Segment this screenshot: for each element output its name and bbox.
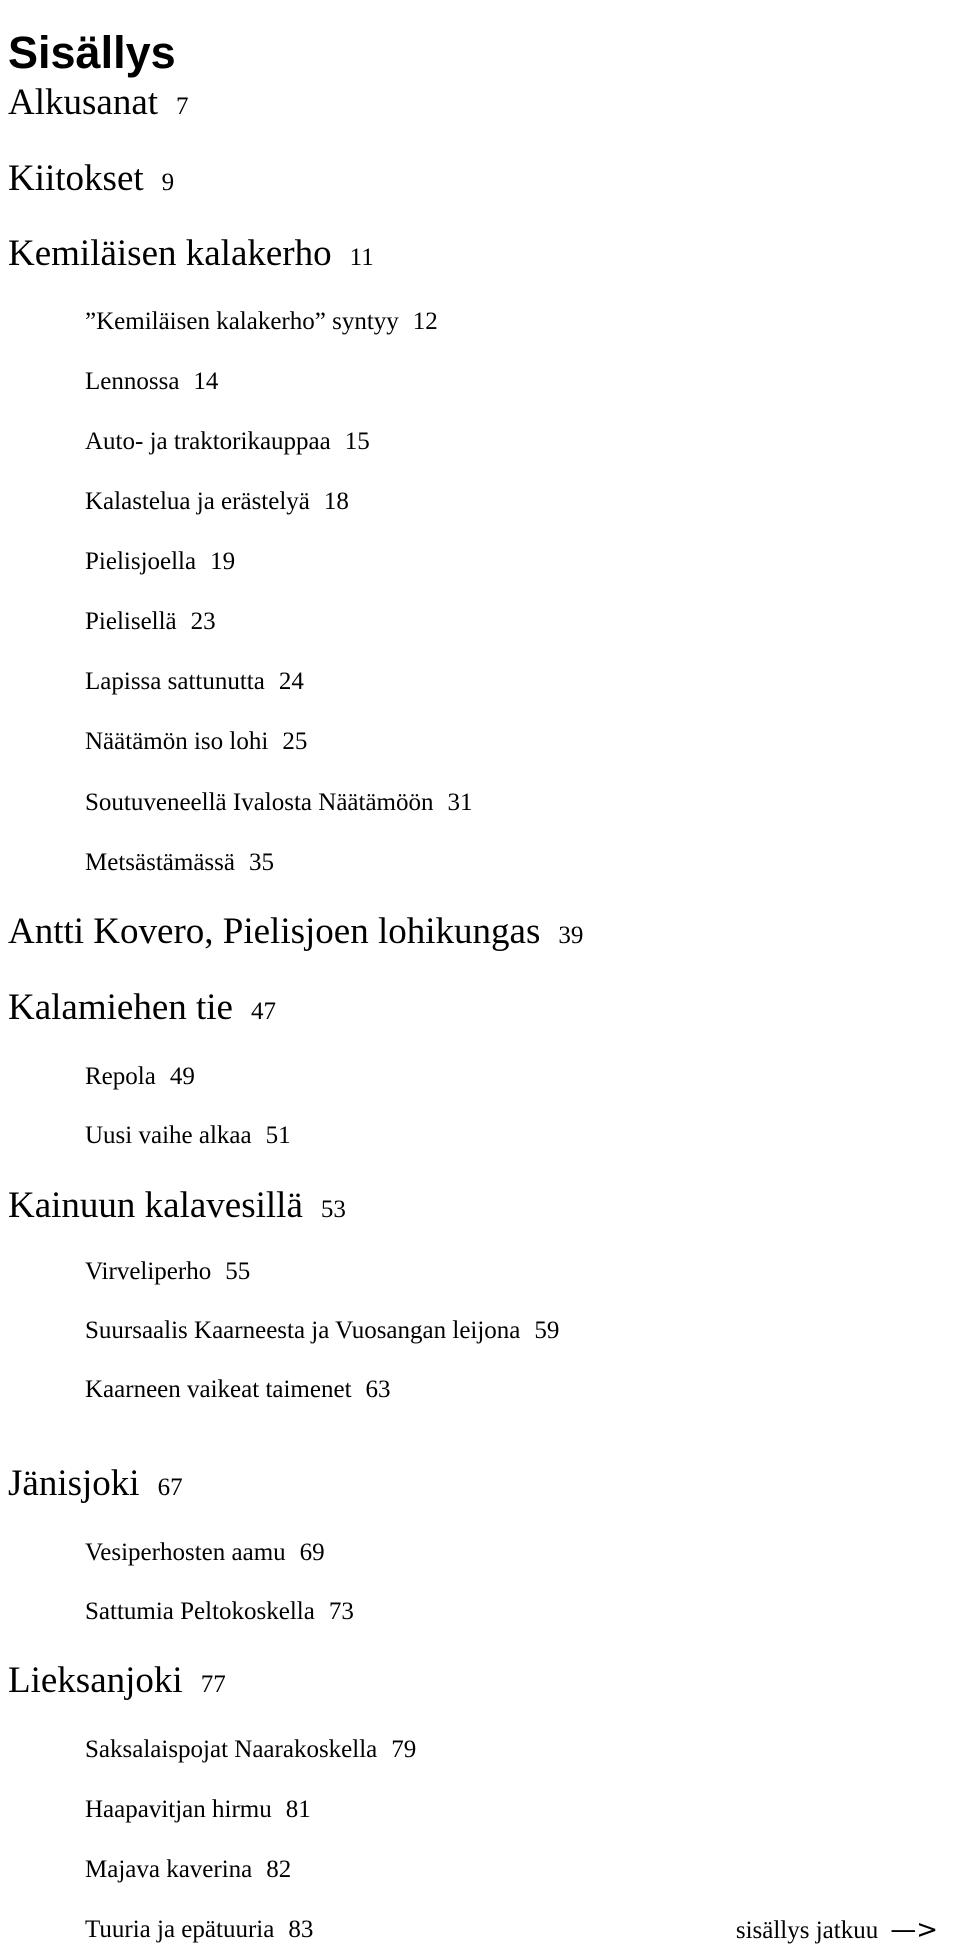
toc-chapter	[8, 158, 174, 204]
toc-entry-label: Sattumia Peltokoskella	[85, 1598, 315, 1625]
toc-chapter	[8, 82, 189, 128]
toc-entry-page: 55	[225, 1258, 251, 1285]
toc-section	[85, 1538, 325, 1568]
toc-entry-label: Kalastelua ja erästelyä	[85, 488, 310, 515]
toc-entry-page: 35	[248, 849, 274, 876]
toc-entry-page: 39	[558, 922, 584, 949]
toc-section	[85, 1597, 354, 1627]
toc-section	[85, 487, 349, 517]
toc-entry-page: 63	[365, 1376, 391, 1403]
toc-entry-page: 53	[320, 1196, 346, 1223]
toc-section	[85, 667, 304, 697]
toc-section	[85, 427, 370, 457]
toc-entry-label: Saksalaispojat Naarakoskella	[85, 1736, 378, 1763]
toc-section	[85, 307, 438, 337]
toc-entry-label: Lapissa sattunutta	[85, 668, 265, 695]
toc-section	[85, 848, 274, 878]
toc-section	[85, 1121, 291, 1151]
toc-entry-label: Pielisjoella	[85, 548, 197, 575]
arrow-right-icon: —>	[890, 1915, 938, 1945]
toc-entry-label: Näätämön iso lohi	[85, 728, 269, 755]
toc-entry-label: Pielisellä	[85, 608, 177, 635]
toc-entry-label: Antti Kovero, Pielisjoen lohikungas	[8, 911, 541, 952]
toc-entry-page: 73	[328, 1598, 354, 1625]
toc-entry-label: Lennossa	[85, 368, 180, 395]
toc-entry-page: 82	[266, 1856, 292, 1883]
toc-section	[85, 1062, 195, 1092]
toc-continued-label: sisällys jatkuu	[735, 1917, 879, 1944]
toc-chapter	[8, 1463, 183, 1509]
toc-section	[85, 1257, 250, 1287]
toc-chapter	[8, 987, 276, 1033]
toc-entry-page: 49	[169, 1063, 195, 1090]
toc-entry-label: Haapavitjan hirmu	[85, 1796, 272, 1823]
toc-entry-label: Virveliperho	[85, 1258, 212, 1285]
toc-chapter	[8, 1185, 346, 1231]
toc-entry-label: Uusi vaihe alkaa	[85, 1122, 252, 1149]
toc-entry-label: Kainuun kalavesillä	[8, 1185, 303, 1226]
toc-continued-note	[736, 1915, 938, 1946]
toc-entry-label: Lieksanjoki	[8, 1660, 183, 1701]
toc-entry-page: 59	[534, 1317, 560, 1344]
toc-entry-label: Kalamiehen tie	[8, 987, 233, 1028]
toc-entry-page: 24	[278, 668, 304, 695]
toc-section	[85, 607, 216, 637]
toc-entry-page: 9	[161, 169, 175, 196]
page-title: Sisällys	[8, 27, 176, 79]
toc-section	[85, 788, 473, 818]
toc-section	[85, 1855, 291, 1885]
toc-entry-label: Kemiläisen kalakerho	[8, 233, 332, 274]
toc-entry-label: Kiitokset	[8, 158, 144, 199]
toc-entry-label: Metsästämässä	[85, 849, 235, 876]
toc-chapter	[8, 1660, 226, 1706]
toc-entry-page: 51	[265, 1122, 291, 1149]
toc-entry-page: 11	[349, 244, 374, 271]
toc-entry-page: 23	[190, 608, 216, 635]
toc-entry-label: Repola	[85, 1063, 156, 1090]
toc-entry-page: 18	[323, 488, 349, 515]
toc-section	[85, 1316, 559, 1346]
toc-entry-label: Kaarneen vaikeat taimenet	[85, 1376, 352, 1403]
toc-entry-label: Vesiperhosten aamu	[85, 1539, 286, 1566]
toc-entry-page: 14	[193, 368, 219, 395]
toc-entry-label: Soutuveneellä Ivalosta Näätämöön	[85, 789, 434, 816]
toc-entry-label: Auto- ja traktorikauppaa	[85, 428, 331, 455]
toc-entry-label: ”Kemiläisen kalakerho” syntyy	[85, 308, 399, 335]
toc-entry-page: 15	[344, 428, 370, 455]
toc-section	[85, 1375, 391, 1405]
toc-entry-page: 47	[250, 998, 276, 1025]
toc-section	[85, 1795, 311, 1825]
toc-entry-label: Suursaalis Kaarneesta ja Vuosangan leijona	[85, 1317, 521, 1344]
toc-entry-page: 25	[282, 728, 308, 755]
toc-section	[85, 367, 218, 397]
toc-entry-page: 7	[176, 93, 189, 120]
toc-entry-label: Alkusanat	[8, 82, 159, 123]
toc-entry-page: 79	[391, 1736, 417, 1763]
toc-section	[85, 1915, 313, 1945]
toc-entry-page: 77	[200, 1671, 226, 1698]
toc-entry-page: 19	[210, 548, 236, 575]
toc-entry-page: 83	[288, 1916, 314, 1943]
toc-section	[85, 547, 235, 577]
toc-chapter	[8, 233, 374, 279]
toc-section	[85, 727, 307, 757]
toc-entry-page: 69	[299, 1539, 325, 1566]
toc-chapter	[8, 911, 583, 957]
toc-entry-label: Jänisjoki	[8, 1463, 140, 1504]
toc-entry-label: Majava kaverina	[85, 1856, 253, 1883]
toc-entry-page: 31	[447, 789, 473, 816]
toc-entry-page: 81	[285, 1796, 311, 1823]
toc-entry-label: Tuuria ja epätuuria	[85, 1916, 275, 1943]
toc-section	[85, 1735, 416, 1765]
toc-entry-page: 67	[157, 1474, 183, 1501]
toc-entry-page: 12	[412, 308, 438, 335]
